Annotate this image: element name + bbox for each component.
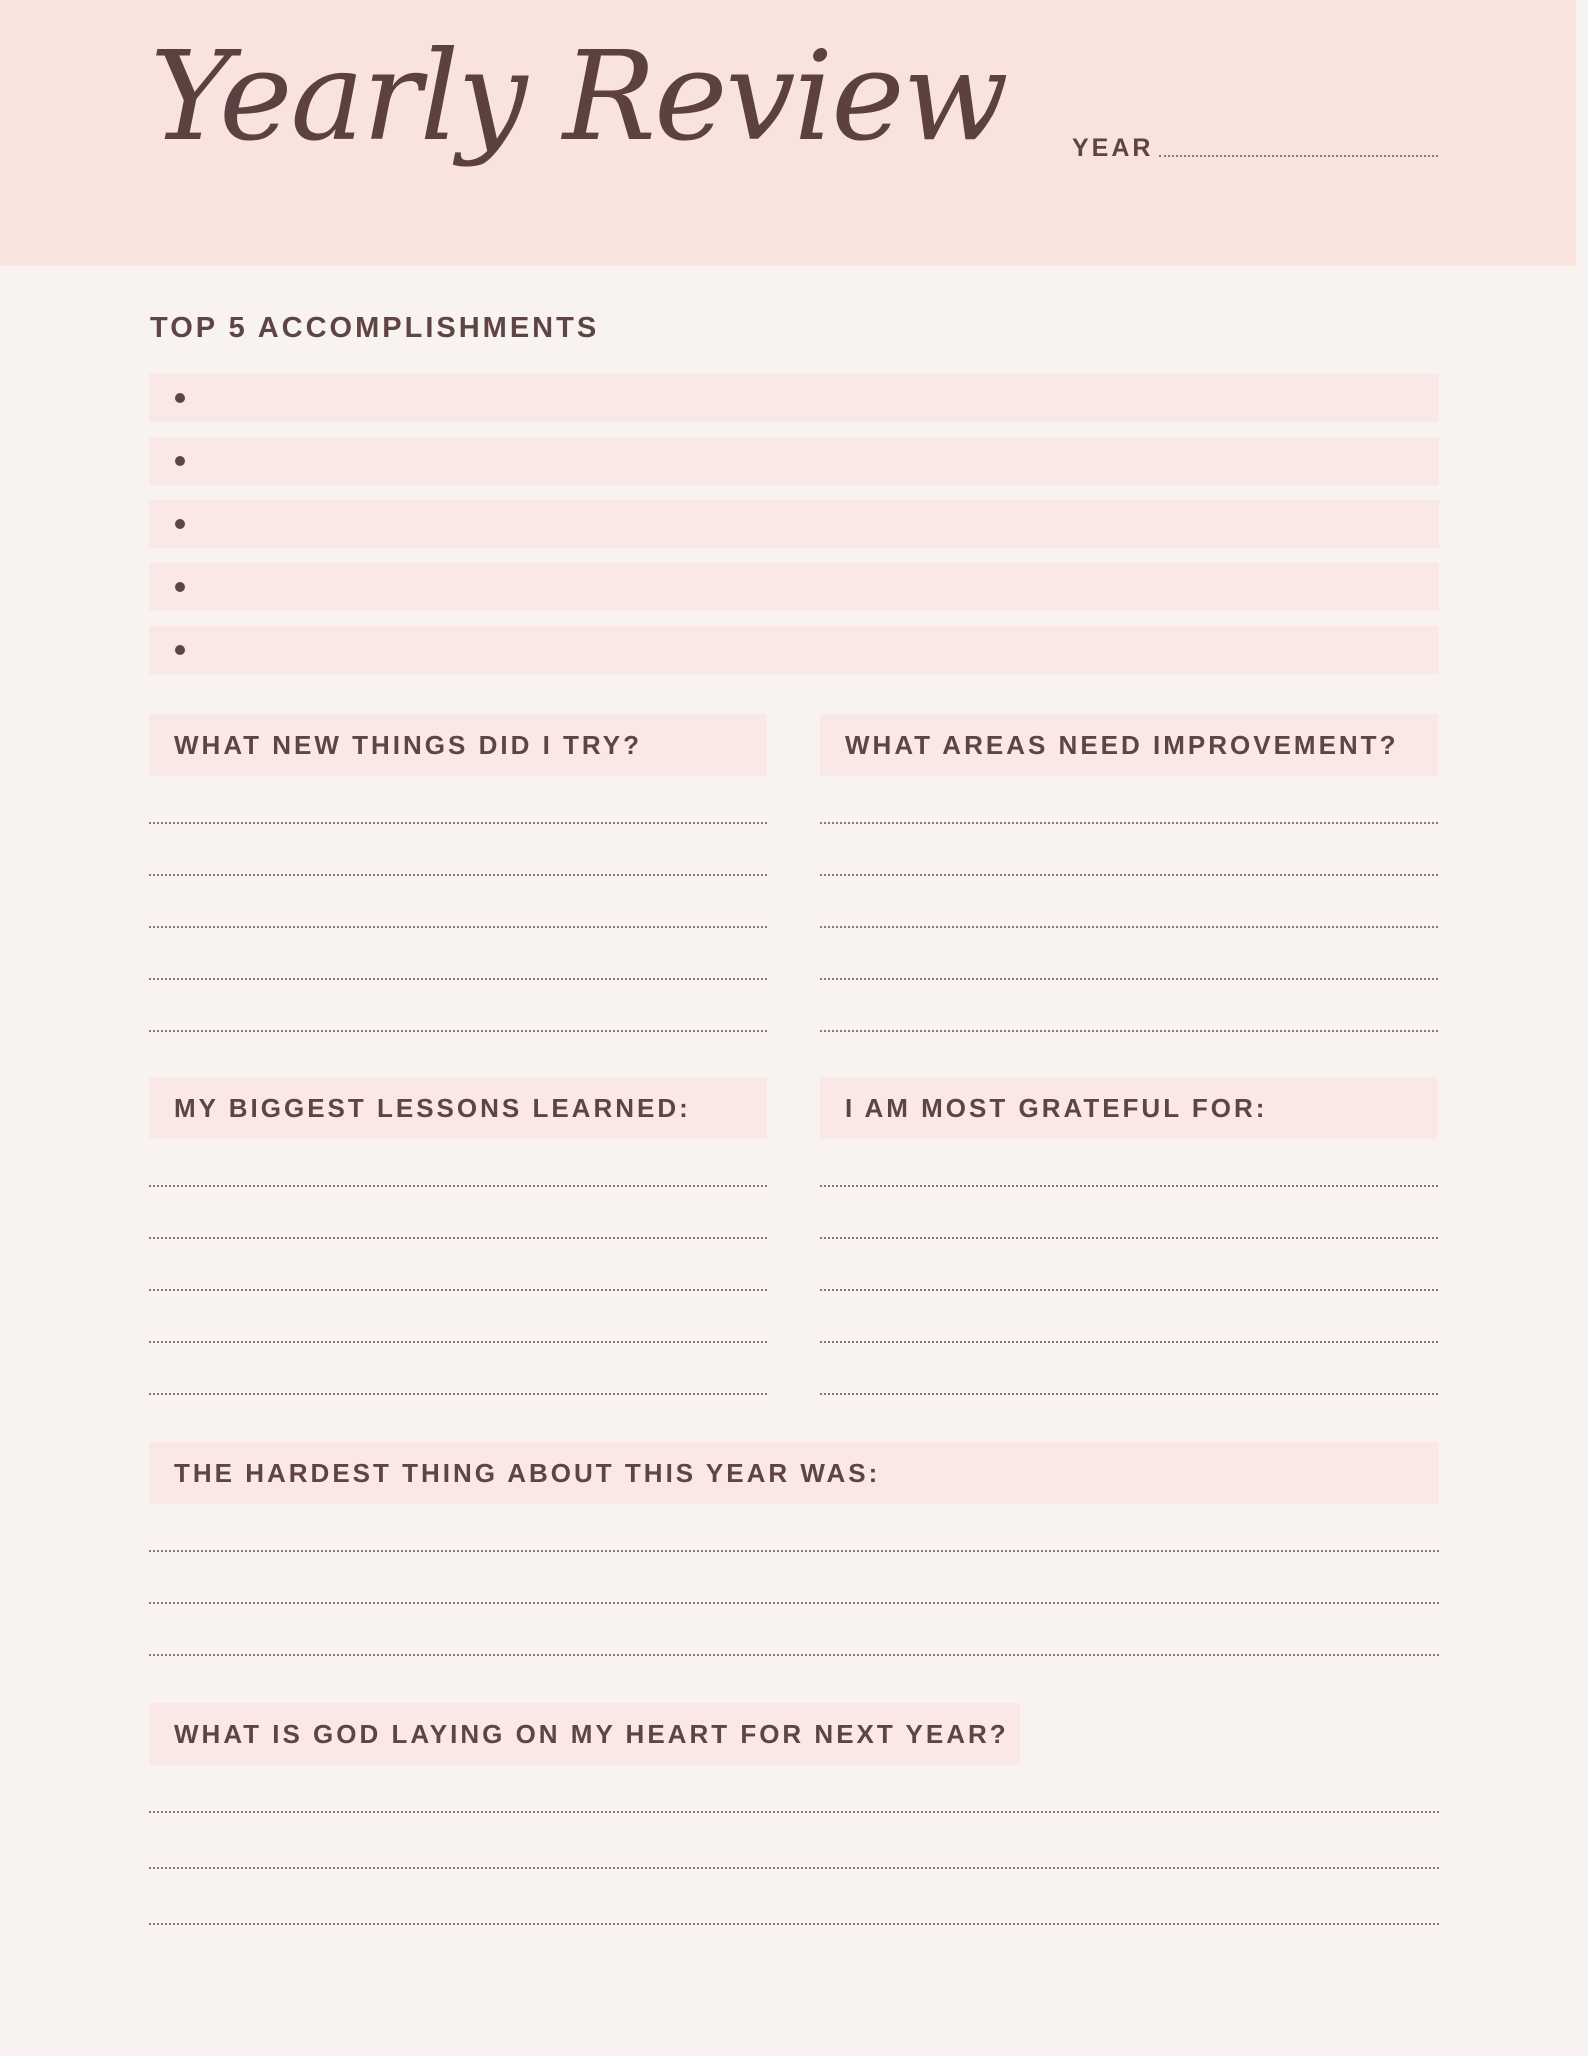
write-line[interactable] xyxy=(820,1393,1438,1395)
write-lines xyxy=(820,1185,1438,1395)
write-line[interactable] xyxy=(149,1237,767,1239)
write-line[interactable] xyxy=(149,1393,767,1395)
bullet-icon xyxy=(175,645,185,655)
page-title: Yearly Review xyxy=(150,25,1007,169)
accomplishments-list xyxy=(149,374,1439,689)
write-line[interactable] xyxy=(149,1654,1439,1656)
write-line[interactable] xyxy=(149,1341,767,1343)
write-line[interactable] xyxy=(149,926,767,928)
section-heading: WHAT NEW THINGS DID I TRY? xyxy=(149,714,767,776)
write-line[interactable] xyxy=(820,926,1438,928)
section-improvement xyxy=(820,714,1438,1032)
write-line[interactable] xyxy=(820,1237,1438,1239)
bullet-icon xyxy=(175,456,185,466)
section-heading: MY BIGGEST LESSONS LEARNED: xyxy=(149,1077,767,1139)
section-lessons xyxy=(149,1077,767,1395)
write-line[interactable] xyxy=(149,874,767,876)
write-lines xyxy=(820,822,1438,1032)
write-line[interactable] xyxy=(820,1341,1438,1343)
write-lines xyxy=(149,1811,1439,1925)
accomplishment-row[interactable] xyxy=(149,563,1439,611)
write-line[interactable] xyxy=(149,1550,1439,1552)
write-line[interactable] xyxy=(820,1289,1438,1291)
year-label: YEAR xyxy=(1072,134,1154,162)
write-line[interactable] xyxy=(149,1867,1439,1869)
accomplishment-row[interactable] xyxy=(149,374,1439,422)
write-line[interactable] xyxy=(149,1602,1439,1604)
write-line[interactable] xyxy=(149,822,767,824)
write-lines xyxy=(149,1185,767,1395)
year-write-line[interactable] xyxy=(1159,155,1438,157)
write-line[interactable] xyxy=(820,822,1438,824)
write-line[interactable] xyxy=(820,1030,1438,1032)
write-line[interactable] xyxy=(149,1289,767,1291)
write-line[interactable] xyxy=(149,1923,1439,1925)
write-line[interactable] xyxy=(149,1185,767,1187)
write-line[interactable] xyxy=(820,978,1438,980)
write-lines xyxy=(149,822,767,1032)
accomplishment-row[interactable] xyxy=(149,500,1439,548)
accomplishment-row[interactable] xyxy=(149,626,1439,674)
section-heading: WHAT IS GOD LAYING ON MY HEART FOR NEXT YEAR? xyxy=(149,1703,1020,1765)
accomplishment-row[interactable] xyxy=(149,437,1439,485)
section-hardest xyxy=(149,1442,1439,1656)
accomplishments-heading: TOP 5 ACCOMPLISHMENTS xyxy=(150,312,600,344)
write-line[interactable] xyxy=(149,1030,767,1032)
write-line[interactable] xyxy=(820,874,1438,876)
section-heading: THE HARDEST THING ABOUT THIS YEAR WAS: xyxy=(149,1442,1439,1504)
section-heading: WHAT AREAS NEED IMPROVEMENT? xyxy=(820,714,1438,776)
bullet-icon xyxy=(175,582,185,592)
write-line[interactable] xyxy=(149,1811,1439,1813)
section-new-things xyxy=(149,714,767,1032)
bullet-icon xyxy=(175,393,185,403)
write-line[interactable] xyxy=(820,1185,1438,1187)
bullet-icon xyxy=(175,519,185,529)
section-next-year xyxy=(149,1703,1439,1925)
section-heading: I AM MOST GRATEFUL FOR: xyxy=(820,1077,1438,1139)
section-grateful xyxy=(820,1077,1438,1395)
year-field xyxy=(1072,134,1438,163)
write-line[interactable] xyxy=(149,978,767,980)
write-lines xyxy=(149,1550,1439,1656)
header-band xyxy=(0,0,1576,266)
